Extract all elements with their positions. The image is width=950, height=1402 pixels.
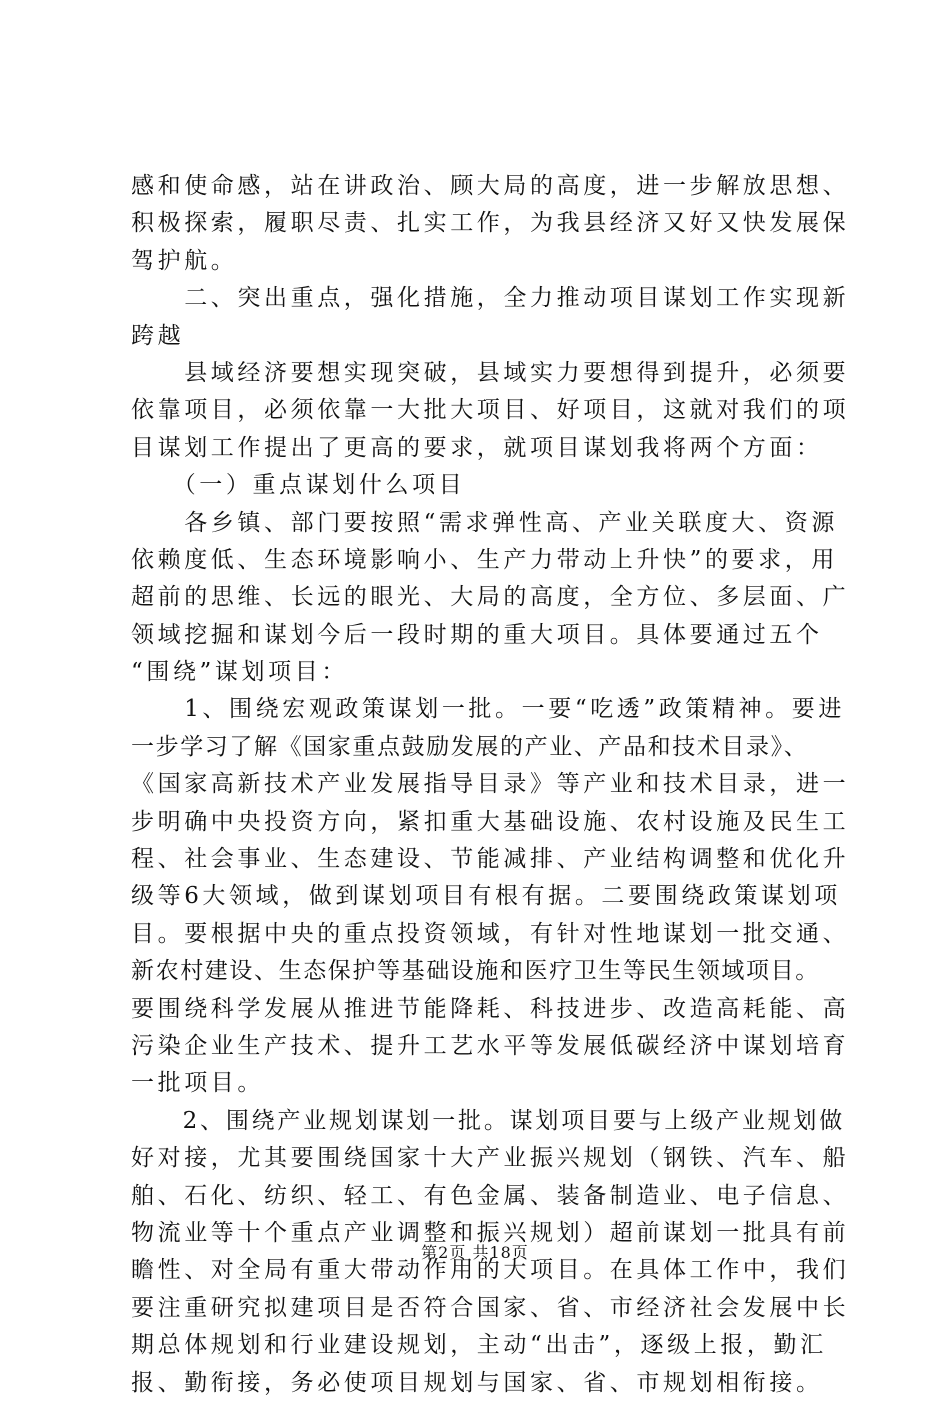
- text-line: 一批项目。: [131, 1070, 264, 1097]
- page-number-footer: 第2页 共18页: [421, 1243, 529, 1262]
- text-line: 新农村建设、生态保护等基础设施和医疗卫生等民生领域项目。: [131, 958, 820, 985]
- text-line: 一步学习了解《国家重点鼓励发展的产业、产品和技术目录》、: [131, 733, 809, 760]
- text-line: 物流业等十个重点产业调整和振兴规划）超前谋划一批具有前: [131, 1219, 850, 1246]
- text-line: 要注重研究拟建项目是否符合国家、省、市经济社会发展中长: [131, 1294, 850, 1321]
- text-line: 《国家高新技术产业发展指导目录》等产业和技术目录，进一: [131, 771, 850, 798]
- text-line: 期总体规划和行业建设规划，主动“出击”，逐级上报，勤汇: [131, 1332, 827, 1359]
- section-heading: 二、突出重点，强化措施，全力推动项目谋划工作实现新: [131, 285, 850, 312]
- text-line: 报、勤衔接，务必使项目规划与国家、省、市规划相衔接。: [131, 1369, 823, 1396]
- text-line: 县域经济要想实现突破，县域实力要想得到提升，必须要: [131, 359, 850, 386]
- text-line: 瞻性、对全局有重大带动作用的大项目。在具体工作中，我们: [131, 1257, 850, 1284]
- document-body: [131, 168, 851, 1402]
- text-line: 好对接，尤其要围绕国家十大产业振兴规划（钢铁、汽车、船: [131, 1145, 850, 1172]
- text-line: 超前的思维、长远的眼光、大局的高度，全方位、多层面、广: [131, 584, 850, 611]
- subsection-heading: （一）重点谋划什么项目: [131, 472, 466, 499]
- text-line: 污染企业生产技术、提升工艺水平等发展低碳经济中谋划培育: [131, 1032, 850, 1059]
- text-line: 积极探索，履职尽责、扎实工作，为我县经济又好又快发展保: [131, 210, 850, 237]
- text-line: 目。要根据中央的重点投资领域，有针对性地谋划一批交通、: [131, 920, 850, 947]
- text-line: 依赖度低、生态环境影响小、生产力带动上升快”的要求，用: [131, 546, 838, 573]
- text-line: 感和使命感，站在讲政治、顾大局的高度，进一步解放思想、: [131, 173, 850, 199]
- text-line: 要围绕科学发展从推进节能降耗、科技进步、改造高耗能、高: [131, 995, 850, 1022]
- text-line: 2、围绕产业规划谋划一批。谋划项目要与上级产业规划做: [131, 1107, 846, 1134]
- text-line: 步明确中央投资方向，紧扣重大基础设施、农村设施及民生工: [131, 808, 850, 835]
- text-line: 程、社会事业、生态建设、节能减排、产业结构调整和优化升: [131, 846, 850, 873]
- text-line: 驾护航。: [131, 247, 238, 274]
- text-line: 领域挖掘和谋划今后一段时期的重大项目。具体要通过五个: [131, 621, 823, 648]
- text-line: “围绕”谋划项目：: [131, 659, 348, 686]
- text-line: 1、围绕宏观政策谋划一批。一要“吃透”政策精神。要进: [131, 696, 845, 723]
- section-heading: 跨越: [131, 322, 185, 349]
- text-line: 目谋划工作提出了更高的要求，就项目谋划我将两个方面：: [131, 434, 823, 461]
- text-line: 级等6大领域，做到谋划项目有根有据。二要围绕政策谋划项: [131, 883, 841, 910]
- text-line: 舶、石化、纺织、轻工、有色金属、装备制造业、电子信息、: [131, 1182, 850, 1209]
- text-line: 依靠项目，必须依靠一大批大项目、好项目，这就对我们的项: [131, 397, 850, 424]
- text-line: 各乡镇、部门要按照“需求弹性高、产业关联度大、资源: [131, 509, 838, 536]
